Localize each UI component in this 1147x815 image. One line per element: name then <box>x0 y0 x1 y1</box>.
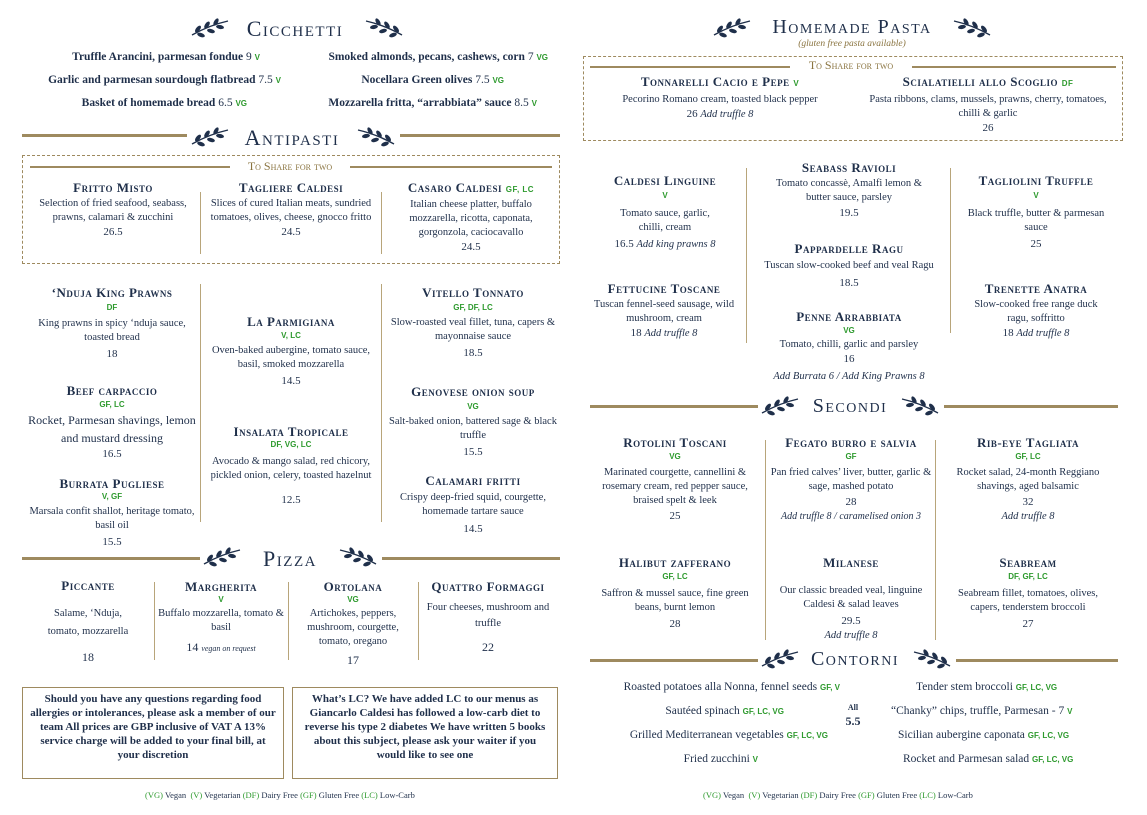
side-item: Fried zucchini V <box>683 753 758 765</box>
menu-item: Penne Arrabbiata VG Tomato, chilli, garlic and parsley 16 <box>779 309 919 365</box>
menu-item: La Parmigiana V, LC Oven-baked aubergine, tomato sauce, basil, smoked mozzarella 14.5 <box>211 314 371 387</box>
dietary-legend: (VG) Vegan (V) Vegetarian (DF) Dairy Free (GF) Gluten Free (LC) Low-Carb <box>145 790 415 800</box>
menu-item: Piccante Salame, ‘Nduja, tomato, mozzarella 18 <box>47 578 129 664</box>
divider <box>765 440 766 640</box>
divider <box>22 557 200 560</box>
divider <box>30 166 230 168</box>
side-item: “Chanky” chips, truffle, Parmesan - 7 V <box>891 705 1073 717</box>
side-item: Sicilian aubergine caponata GF, LC, VG <box>898 729 1070 741</box>
dietary-legend: (VG) Vegan (V) Vegetarian (DF) Dairy Free (GF) Gluten Free (LC) Low-Carb <box>703 790 973 800</box>
laurel-branch-icon <box>188 126 232 148</box>
menu-item: Calamari fritti Crispy deep-fried squid, courgette, homemade tartare sauce 14.5 <box>400 473 546 535</box>
menu-item: Fritto Misto Selection of fried seafood, seabass, prawns, calamari & zucchini 26.5 <box>39 180 187 238</box>
menu-item: Quattro Formaggi Four cheeses, mushroom and truffle 22 <box>426 579 550 654</box>
menu-item: Garlic and parmesan sourdough flatbread 7.5 V <box>48 74 281 86</box>
laurel-branch-icon <box>758 648 802 670</box>
section-title-antipasti: Antipasti <box>244 125 340 150</box>
menu-item: Pappardelle Ragu Tuscan slow-cooked beef and veal Ragu 18.5 <box>764 241 934 289</box>
divider <box>590 66 790 68</box>
pasta-addons: Add Burrata 6 / Add King Prawns 8 <box>773 371 925 382</box>
divider <box>381 192 382 254</box>
menu-item: Nocellara Green olives 7.5 VG <box>361 74 504 86</box>
menu-item: Truffle Arancini, parmesan fondue 9 V <box>72 51 260 63</box>
divider <box>350 166 552 168</box>
allergy-info-box: Should you have any questions regarding food allergies or intolerances, please ask a member of our team All prices are GBP inclusive of VAT A 13% service charge will be added to your final bill, at your discretion <box>22 687 284 779</box>
laurel-branch-icon <box>758 395 802 417</box>
menu-item: Mozzarella fritta, “arrabbiata” sauce 8.5 V <box>328 97 537 109</box>
laurel-branch-icon <box>200 546 244 568</box>
divider <box>746 168 747 343</box>
menu-item: Tagliere Caldesi Slices of cured Italian meats, sundried tomatoes, olives, cheese, gnocco fritto 24.5 <box>210 180 372 238</box>
laurel-branch-icon <box>898 395 942 417</box>
section-title-secondi: Secondi <box>812 395 888 417</box>
menu-item: Fettucine Toscane Tuscan fennel-seed sausage, wild mushroom, cream 18 Add truffle 8 <box>593 281 735 339</box>
divider <box>22 134 187 137</box>
menu-item: Scialatielli allo Scoglio DF Pasta ribbons, clams, mussels, prawns, cherry, tomatoes, chilli & garlic 26 <box>869 74 1107 134</box>
menu-item: Rib-eye Tagliata GF, LC Rocket salad, 24-month Reggiano shavings, aged balsamic 32 Add truffle 8 <box>956 435 1100 522</box>
divider <box>381 284 382 522</box>
menu-item: Seabream DF, GF, LC Seabream fillet, tomatoes, olives, capers, tenderstem broccoli 27 <box>958 555 1098 630</box>
menu-item: Milanese Our classic breaded veal, linguine Caldesi & salad leaves 29.5 Add truffle 8 <box>779 555 923 641</box>
menu-item: Halibut zafferano GF, LC Saffron & mussel sauce, fine green beans, burnt lemon 28 <box>601 555 749 630</box>
menu-item: Rotolini Toscani VG Marinated courgette, cannellini & rosemary cream, red pepper sauce, braised spelt & leek 25 <box>602 435 748 522</box>
divider <box>590 405 758 408</box>
section-title-homemade-pasta: Homemade Pasta <box>772 16 932 38</box>
laurel-branch-icon <box>362 17 406 39</box>
side-item: Sautéed spinach GF, LC, VG <box>665 705 784 717</box>
divider <box>288 582 289 660</box>
menu-item: Fegato burro e salvia GF Pan fried calves’ liver, butter, garlic & sage, mashed potato 28 Add truffle 8 / caramelised onion 3 <box>770 435 932 522</box>
lc-info-box: What’s LC? We have added LC to our menus as Giancarlo Caldesi has followed a low-carb diet to reverse his type 2 diabetes We have written 5 books about this subject, please ask your waiter if you would like to see one <box>292 687 558 779</box>
menu-item: Insalata Tropicale DF, VG, LC Avocado & mango salad, red chicory, pickled onion, celery, toasted hazelnut 12.5 <box>210 424 372 506</box>
divider <box>950 168 951 333</box>
menu-item: Tonnarelli Cacio e Pepe V Pecorino Romano cream, toasted black pepper 26 Add truffle 8 <box>622 74 818 120</box>
menu-item: Casaro Caldesi GF, LC Italian cheese platter, buffalo mozzarella, ricotta, caponata, gorgonzola, caciocavallo 24.5 <box>407 180 535 253</box>
contorni-all-price: All 5.5 <box>845 703 861 728</box>
menu-item: Tagliolini Truffle V Black truffle, butter & parmesan sauce 25 <box>967 173 1105 250</box>
pasta-subtitle: (gluten free pasta available) <box>798 39 906 49</box>
divider <box>956 659 1118 662</box>
divider <box>200 192 201 254</box>
share-label: To Share for two <box>247 159 333 173</box>
side-item: Grilled Mediterranean vegetables GF, LC, VG <box>629 729 828 741</box>
side-item: Tender stem broccoli GF, LC, VG <box>916 681 1058 693</box>
side-item: Roasted potatoes alla Nonna, fennel seeds GF, V <box>623 681 840 693</box>
divider <box>912 66 1116 68</box>
menu-item: Basket of homemade bread 6.5 VG <box>81 97 247 109</box>
laurel-branch-icon <box>710 17 754 39</box>
laurel-branch-icon <box>950 17 994 39</box>
menu-item: Genovese onion soup VG Salt-baked onion, battered sage & black truffle 15.5 <box>389 384 557 458</box>
menu-item: Caldesi Linguine V Tomato sauce, garlic, chilli, cream 16.5 Add king prawns 8 <box>613 173 717 250</box>
divider <box>400 134 560 137</box>
menu-item: Vitello Tonnato GF, DF, LC Slow-roasted veal fillet, tuna, capers & mayonnaise sauce 18.5 <box>390 285 556 359</box>
menu-item: ‘Nduja King Prawns DF King prawns in spicy ‘nduja sauce, toasted bread 18 <box>38 285 186 360</box>
side-item: Rocket and Parmesan salad GF, LC, VG <box>903 753 1074 765</box>
divider <box>418 582 419 660</box>
divider <box>200 284 201 522</box>
laurel-branch-icon <box>354 126 398 148</box>
menu-item: Seabass Ravioli Tomato concassè, Amalfi lemon & butter sauce, parsley 19.5 <box>776 160 922 219</box>
section-title-cicchetti: Cicchetti <box>246 16 344 41</box>
menu-item: Ortolana VG Artichokes, peppers, mushroom, courgette, tomato, oregano 17 <box>307 579 399 667</box>
section-title-pizza: Pizza <box>263 546 317 571</box>
laurel-branch-icon <box>910 648 954 670</box>
divider <box>154 582 155 660</box>
share-label: To Share for two <box>808 58 894 72</box>
section-title-contorni: Contorni <box>810 648 900 670</box>
menu-item: Smoked almonds, pecans, cashews, corn 7 VG <box>328 51 548 63</box>
menu-item: Beef carpaccio GF, LC Rocket, Parmesan shavings, lemon and mustard dressing 16.5 <box>28 383 196 460</box>
divider <box>944 405 1118 408</box>
laurel-branch-icon <box>188 17 232 39</box>
menu-item: Trenette Anatra Slow-cooked free range duck ragu, soffritto 18 Add truffle 8 <box>974 281 1098 339</box>
divider <box>590 659 758 662</box>
menu-item: Margherita V Buffalo mozzarella, tomato & basil 14 vegan on request <box>158 579 284 654</box>
divider <box>382 557 560 560</box>
menu-item: Burrata Pugliese V, GF Marsala confit shallot, heritage tomato, basil oil 15.5 <box>29 476 195 548</box>
laurel-branch-icon <box>336 546 380 568</box>
divider <box>935 440 936 640</box>
